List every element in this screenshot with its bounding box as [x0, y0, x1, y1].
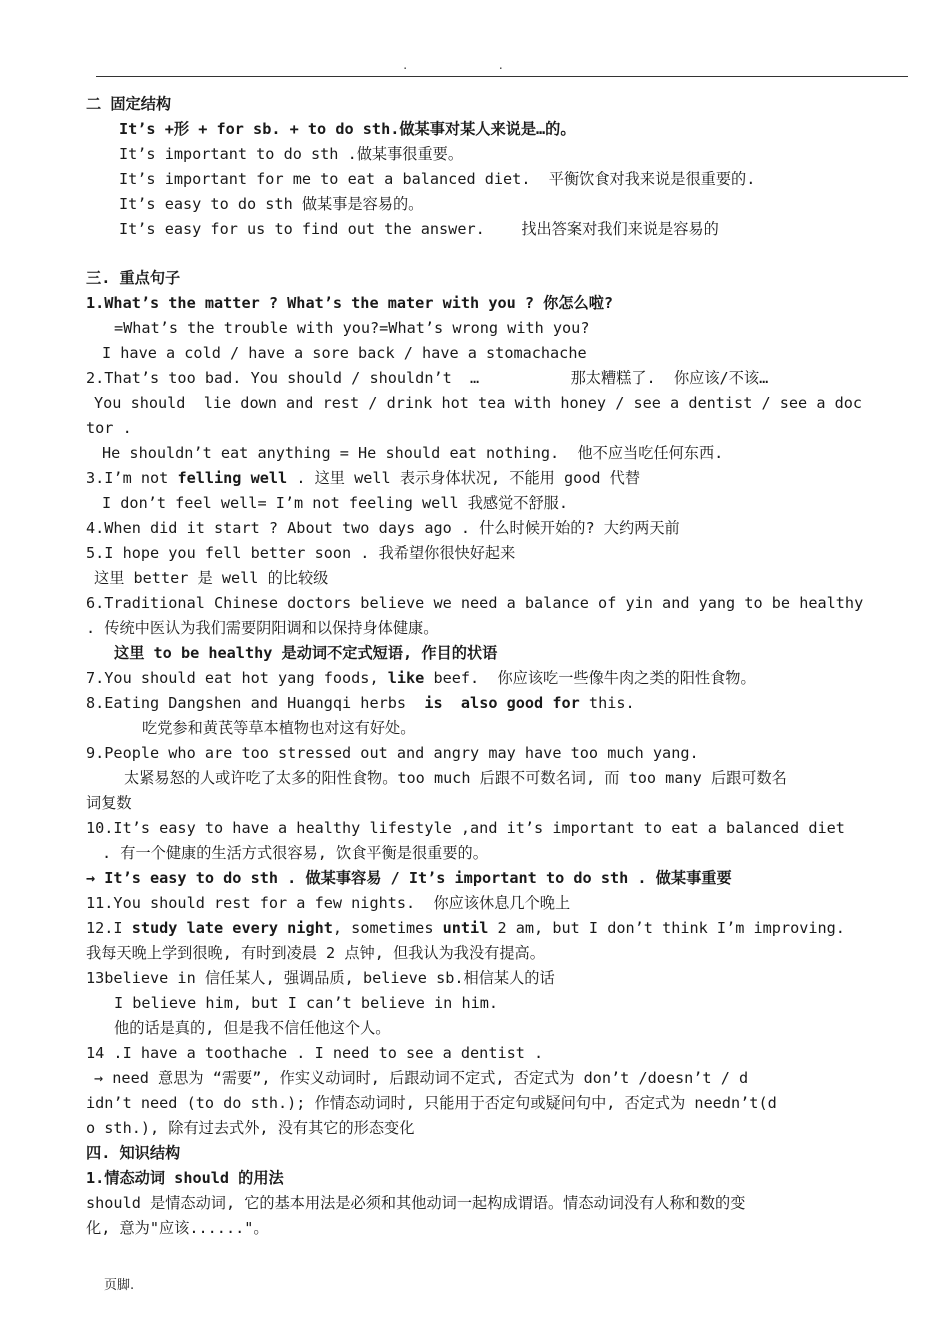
bold-run: is also good for: [424, 694, 580, 712]
text-line: I don’t feel well= I’m not feeling well 我感觉不舒服.: [102, 494, 569, 512]
text-line: 我每天晚上学到很晚, 有时到凌晨 2 点钟, 但我认为我没有提高。: [86, 944, 545, 962]
subsection-title-should: 1.情态动词 should 的用法: [86, 1169, 284, 1187]
text-line: → It’s easy to do sth . 做某事容易 / It’s important to do sth . 做某事重要: [86, 869, 732, 887]
text-line: I believe him, but I can’t believe in him.: [114, 994, 499, 1012]
text-run: 2 am, but I don’t think I’m improving.: [488, 919, 845, 937]
header-dots: . .: [403, 58, 547, 72]
text-line: 13believe in 信任某人, 强调品质, believe sb.相信某人的话: [86, 969, 555, 987]
document-body: [86, 92, 906, 1241]
text-line: 词复数: [86, 794, 132, 812]
text-line: → need 意思为 “需要”, 作实义动词时, 后跟动词不定式, 否定式为 don’t /doesn’t / d: [94, 1069, 749, 1087]
text-line: 2.That’s too bad. You should / shouldn’t … 那太糟糕了. 你应该/不该…: [86, 369, 769, 387]
text-line: 14 .I have a toothache . I need to see a dentist .: [86, 1044, 544, 1062]
text-run: 12.I: [86, 919, 132, 937]
text-run: . 这里 well 表示身体状况, 不能用 good 代替: [287, 469, 641, 487]
section-title-key-sentences: 三. 重点句子: [86, 269, 181, 287]
text-line: It’s easy for us to find out the answer. 找出答案对我们来说是容易的: [119, 220, 719, 238]
text-line: It’s important to do sth .做某事很重要。: [119, 145, 464, 163]
text-line: . 传统中医认为我们需要阴阳调和以保持身体健康。: [86, 619, 439, 637]
text-line: 这里 to be healthy 是动词不定式短语, 作目的状语: [114, 644, 498, 662]
text-run: this.: [579, 694, 635, 712]
text-line: 6.Traditional Chinese doctors believe we need a balance of yin and yang to be healthy: [86, 594, 864, 612]
text-line: I have a cold / have a sore back / have a stomachache: [102, 344, 587, 362]
text-line: 9.People who are too stressed out and angry may have too much yang.: [86, 744, 699, 762]
text-line: o sth.), 除有过去式外, 没有其它的形态变化: [86, 1119, 415, 1137]
text-line: 11.You should rest for a few nights. 你应该休息几个晚上: [86, 894, 571, 912]
bold-run: until: [442, 919, 489, 937]
text-line: You should lie down and rest / drink hot tea with honey / see a dentist / see a doc: [94, 394, 863, 412]
text-line: He shouldn’t eat anything = He should eat nothing. 他不应当吃任何东西.: [102, 444, 724, 462]
text-line: 化, 意为"应该......"。: [86, 1219, 269, 1237]
text-line: 4.When did it start ? About two days ago . 什么时候开始的? 大约两天前: [86, 519, 680, 537]
spacer: [86, 242, 906, 266]
text-line: 吃党参和黄芪等草本植物也对这有好处。: [142, 719, 416, 737]
text-line: should 是情态动词, 它的基本用法是必须和其他动词一起构成谓语。情态动词没有人称和数的变: [86, 1194, 746, 1212]
text-line: [86, 691, 906, 716]
text-line: It’s easy to do sth 做某事是容易的。: [119, 195, 424, 213]
header-rule: [96, 76, 908, 77]
text-line: 这里 better 是 well 的比较级: [94, 569, 329, 587]
bold-run: felling well: [177, 469, 288, 487]
text-line: [86, 466, 906, 491]
text-run: 8.Eating Dangshen and Huangqi herbs: [86, 694, 425, 712]
text-run: beef. 你应该吃一些像牛肉之类的阳性食物。: [424, 669, 756, 687]
text-line: 5.I hope you fell better soon . 我希望你很快好起来: [86, 544, 516, 562]
text-line: tor .: [86, 419, 132, 437]
text-run: , sometimes: [332, 919, 443, 937]
text-line: 太紧易怒的人或许吃了太多的阳性食物。too much 后跟不可数名词, 而 too many 后跟可数名: [124, 769, 787, 787]
section-title-knowledge-structure: 四. 知识结构: [86, 1144, 181, 1162]
text-line: =What’s the trouble with you?=What’s wrong with you?: [114, 319, 590, 337]
text-run: 7.You should eat hot yang foods,: [86, 669, 388, 687]
text-line: idn’t need (to do sth.); 作情态动词时, 只能用于否定句或疑问句中, 否定式为 needn’t(d: [86, 1094, 777, 1112]
text-line: 10.It’s easy to have a healthy lifestyle ,and it’s important to eat a balanced diet: [86, 819, 845, 837]
text-line: 他的话是真的, 但是我不信任他这个人。: [114, 1019, 391, 1037]
bold-run: study late every night: [131, 919, 333, 937]
text-line: It’s +形 + for sb. + to do sth.做某事对某人来说是…的。: [119, 120, 576, 138]
bold-run: like: [387, 669, 425, 687]
text-line: It’s important for me to eat a balanced diet. 平衡饮食对我来说是很重要的.: [119, 170, 756, 188]
text-line: [86, 666, 906, 691]
text-line: 1.What’s the matter ? What’s the mater with you ? 你怎么啦?: [86, 294, 614, 312]
page-footer: 页脚.: [104, 1278, 135, 1293]
text-line: [86, 916, 906, 941]
text-line: . 有一个健康的生活方式很容易, 饮食平衡是很重要的。: [102, 844, 488, 862]
text-run: 3.I’m not: [86, 469, 178, 487]
section-title-fixed-structures: 二 固定结构: [86, 95, 172, 113]
